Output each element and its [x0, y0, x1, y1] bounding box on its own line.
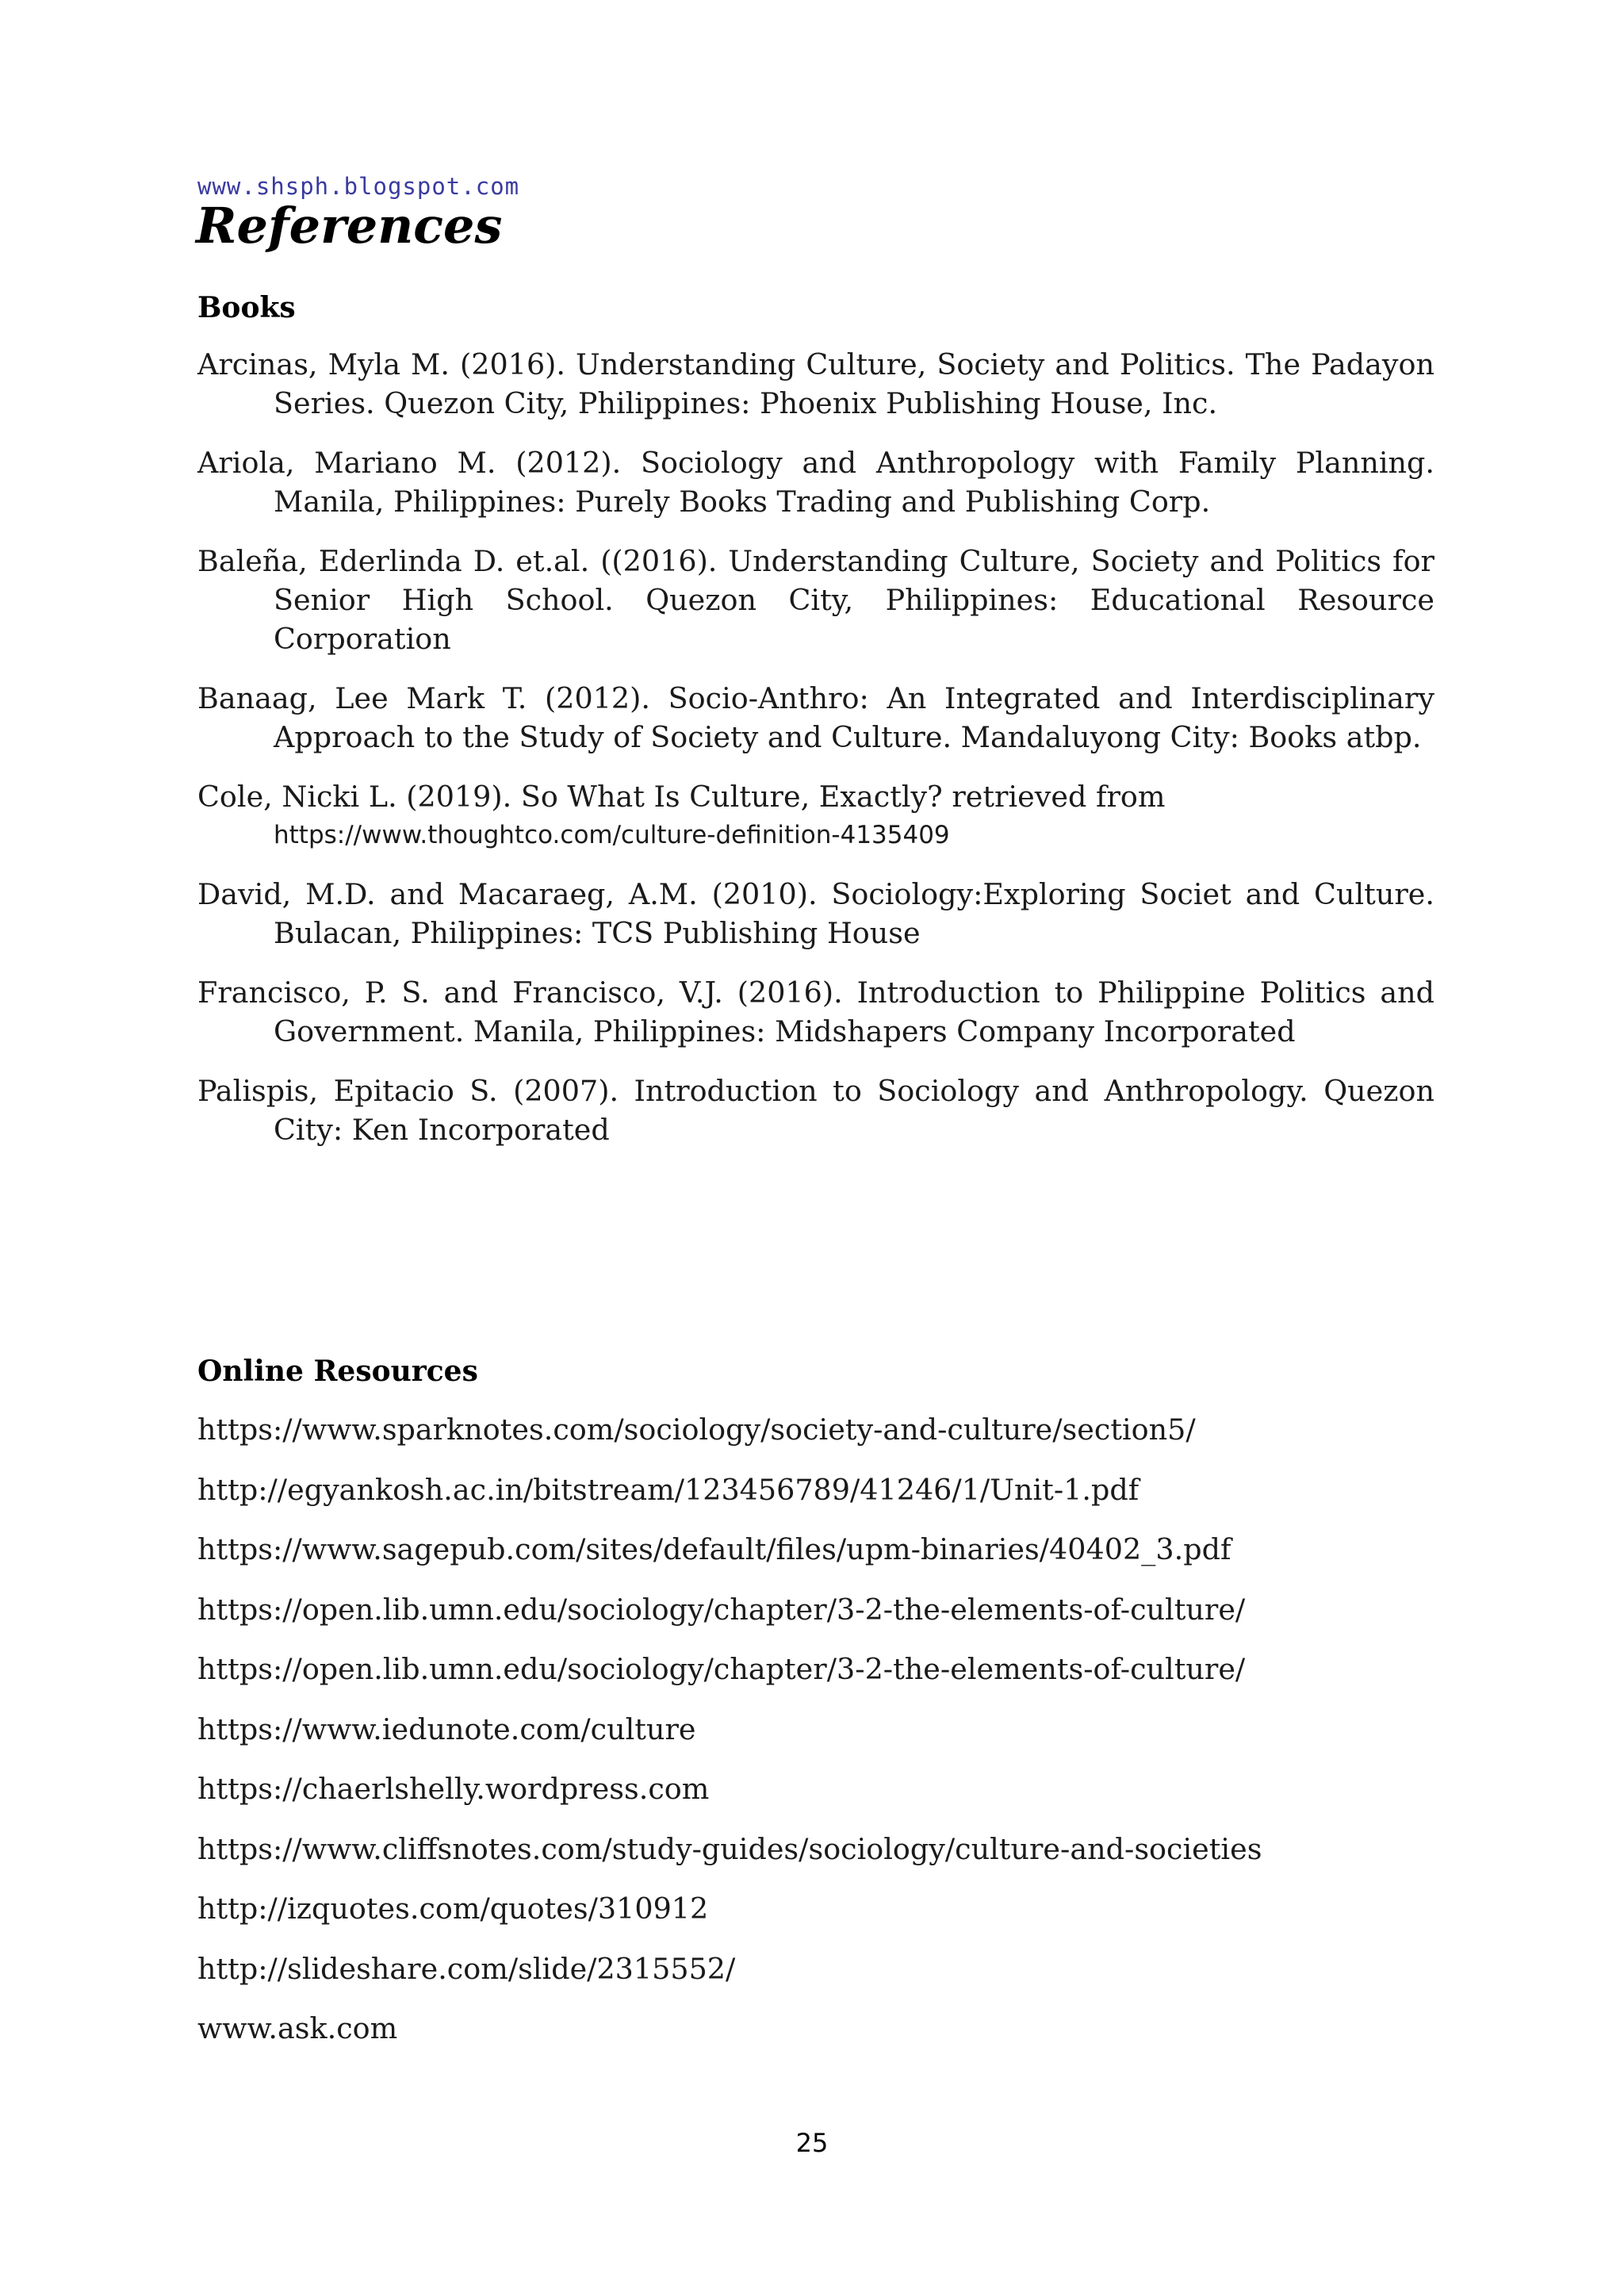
book-reference [197, 443, 1434, 521]
book-reference-text: Palispis, Epitacio S. (2007). Introduction to Sociology and Anthropology. Quezon City: Ken Incorporated [197, 1074, 1434, 1147]
online-resource-link: https://open.lib.umn.edu/sociology/chapter/3-2-the-elements-of-culture/ [197, 1652, 1246, 1686]
online-resource-link: https://www.sagepub.com/sites/default/files/upm-binaries/40402_3.pdf [197, 1532, 1231, 1566]
online-resource-link: http://slideshare.com/slide/2315552/ [197, 1951, 736, 1986]
book-reference-text: Baleña, Ederlinda D. et.al. ((2016). Understanding Culture, Society and Politics for Senior High School. Quezon City, Philippines: Educational Resource Corporation [197, 544, 1434, 656]
book-reference-text: Banaag, Lee Mark T. (2012). Socio-Anthro: An Integrated and Interdisciplinary Approach to the Study of Society and Culture. Mandaluyong City: Books atbp. [197, 681, 1434, 754]
online-resource-link: https://chaerlshelly.wordpress.com [197, 1772, 710, 1806]
book-reference-url: https://www.thoughtco.com/culture-definition-4135409 [274, 821, 950, 849]
books-heading: Books [197, 291, 296, 324]
online-resources-heading: Online Resources [197, 1355, 478, 1388]
book-reference [197, 542, 1434, 658]
page-title: References [196, 197, 503, 255]
online-resource-link: https://www.iedunote.com/culture [197, 1711, 696, 1746]
book-reference [197, 679, 1434, 757]
book-reference-text: Arcinas, Myla M. (2016). Understanding Culture, Society and Politics. The Padayon Series. Quezon City, Philippines: Phoenix Publishing House, Inc. [197, 347, 1434, 420]
online-resource-link: http://izquotes.com/quotes/310912 [197, 1892, 709, 1926]
book-reference-text: Francisco, P. S. and Francisco, V.J. (2016). Introduction to Philippine Politics and Government. Manila, Philippines: Midshapers Company Incorporated [197, 976, 1434, 1048]
book-reference-text: David, M.D. and Macaraeg, A.M. (2010). Sociology:Exploring Societ and Culture. Bulacan, Philippines: TCS Publishing House [197, 877, 1434, 950]
online-resource-list [197, 1410, 1466, 2069]
online-resource-link: www.ask.com [197, 2011, 398, 2045]
page-number: 25 [795, 2128, 829, 2158]
book-reference [197, 1071, 1434, 1149]
online-resource-link: http://egyankosh.ac.in/bitstream/123456789/41246/1/Unit-1.pdf [197, 1472, 1139, 1507]
book-reference [197, 973, 1434, 1051]
book-reference [197, 875, 1434, 953]
book-reference-list [197, 345, 1434, 1170]
book-reference-text: Ariola, Mariano M. (2012). Sociology and Anthropology with Family Planning. Manila, Philippines: Purely Books Trading and Publishing Corp. [197, 446, 1434, 519]
online-resource-link: https://www.cliffsnotes.com/study-guides/sociology/culture-and-societies [197, 1831, 1262, 1866]
site-watermark-url: www.shsph.blogspot.com [197, 173, 520, 200]
online-resource-link: https://www.sparknotes.com/sociology/society-and-culture/section5/ [197, 1412, 1196, 1447]
online-resource-link: https://open.lib.umn.edu/sociology/chapter/3-2-the-elements-of-culture/ [197, 1592, 1246, 1627]
book-reference-text: Cole, Nicki L. (2019). So What Is Culture, Exactly? retrieved from [197, 780, 1166, 814]
book-reference [197, 345, 1434, 423]
book-reference [197, 777, 1434, 854]
